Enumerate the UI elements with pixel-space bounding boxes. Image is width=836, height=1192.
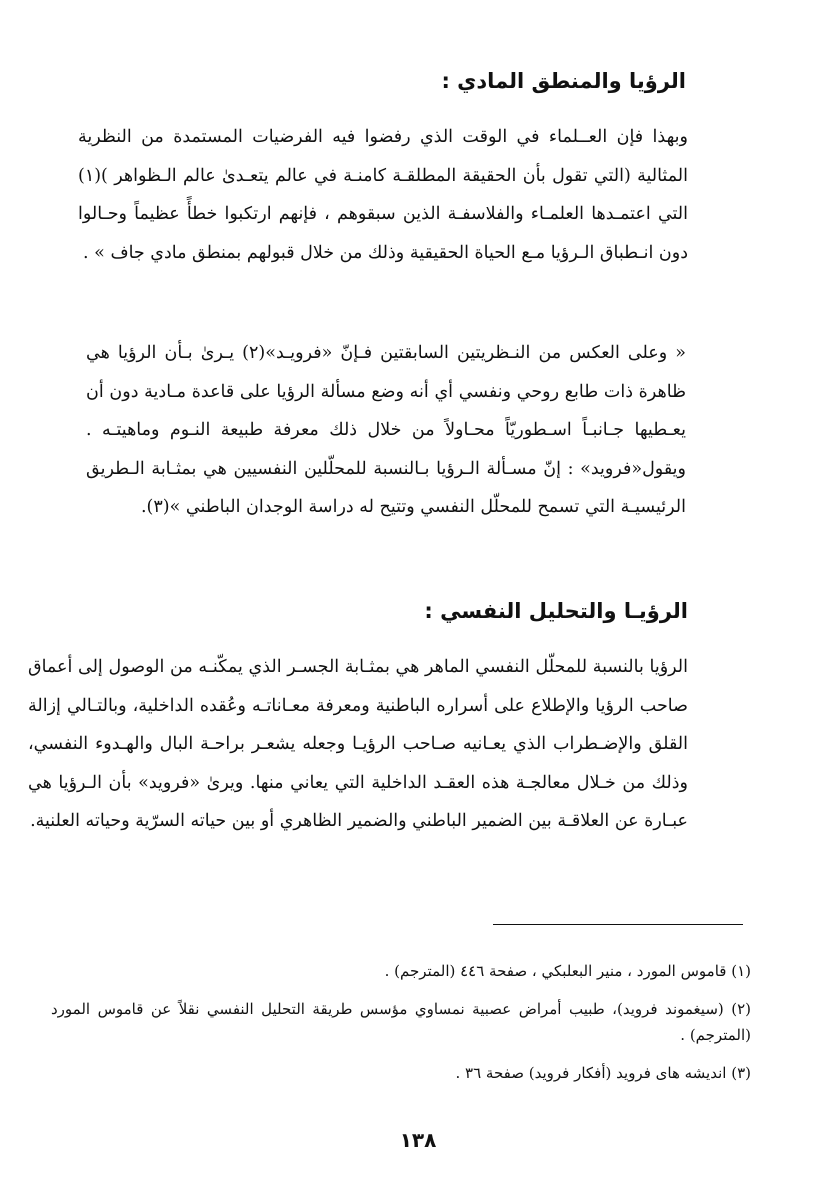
footnote-1: (١) قاموس المورد ، منير البعلبكي ، صفحة ٤٤٦ (المترجم) .	[384, 962, 751, 980]
section-heading-dreams-material-logic: الرؤيا والمنطق المادي :	[441, 69, 686, 93]
footnote-3: (٣) انديشه هاى فرويد (أفكار فرويد) صفحة ٣٦ .	[455, 1064, 751, 1082]
body-paragraph-3: الرؤيا بالنسبة للمحلّل النفسي الماهر هي بمثـابة الجسـر الذي يمكّنـه من الوصول إلى أعماق صاحب الرؤيا والإطلاع على أسراره الباطنية ومعرفة معـاناتـه وعُقده الداخلية، وبالتـالي إزالة القلق والإضـطراب الذي يعـانيه صـاحب الرؤيـا وجعله يشعـر براحـة البال والهـدوء النفسي، وذلك من خـلال معالجـة هذه العقـد الداخلية التي يعاني منها. ويرىٰ «فرويد» بأن الـرؤيا هي عبـارة عن العلاقـة بين الضمير الباطني والضمير الظاهري أو بين حياته السرّية وحياته العلنية.	[28, 657, 688, 831]
body-paragraph-1: وبهذا فإن العــلماء في الوقت الذي رفضوا فيه الفرضيات المستمدة من النظرية المثالية (التي تقول بأن الحقيقة المطلقـة كامنـة في عالم يتعـدىٰ عالم الـظواهر )(١) التي اعتمـدها العلمـاء والفلاسفـة الذين سبقوهم ، فإنهم ارتكبوا خطأً عظيماً وحـالوا دون انـطباق الـرؤيا مـع الحياة الحقيقية وذلك من خلال قبولهم بمنطق مادي جاف » .	[78, 127, 688, 263]
body-paragraph-2: « وعلى العكس من النـظريتين السابقتين فـإنّ «فرويـد»(٢) يـرىٰ بـأن الرؤيا هي ظاهرة ذات طابع روحي ونفسي أي أنه وضع مسألة الرؤيا على قاعدة مـادية دون أن يعـطيها جـانبـاً اسـطوريّاً محـاولاً من خلال ذلك معرفة طبيعة النـوم وماهيتـه . ويقول«فرويد» : إنّ مسـألة الـرؤيا بـالنسبة للمحلّلين النفسيين هي بمثـابة الـطريق الرئيسيـة التي تسمح للمحلّل النفسي وتتيح له دراسة الوجدان الباطني »(٣).	[86, 343, 686, 517]
footnote-2: (٢) (سيغموند فرويد)، طبيب أمراض عصبية نمساوي مؤسس طريقة التحليل النفسي نقلاً عن قاموس المورد (المترجم) .	[51, 1000, 751, 1044]
footnote-divider	[493, 924, 743, 925]
section-heading-dreams-psychoanalysis: الرؤيـا والتحليل النفسي :	[424, 599, 688, 623]
page-number: ١٣٨	[399, 1128, 437, 1152]
